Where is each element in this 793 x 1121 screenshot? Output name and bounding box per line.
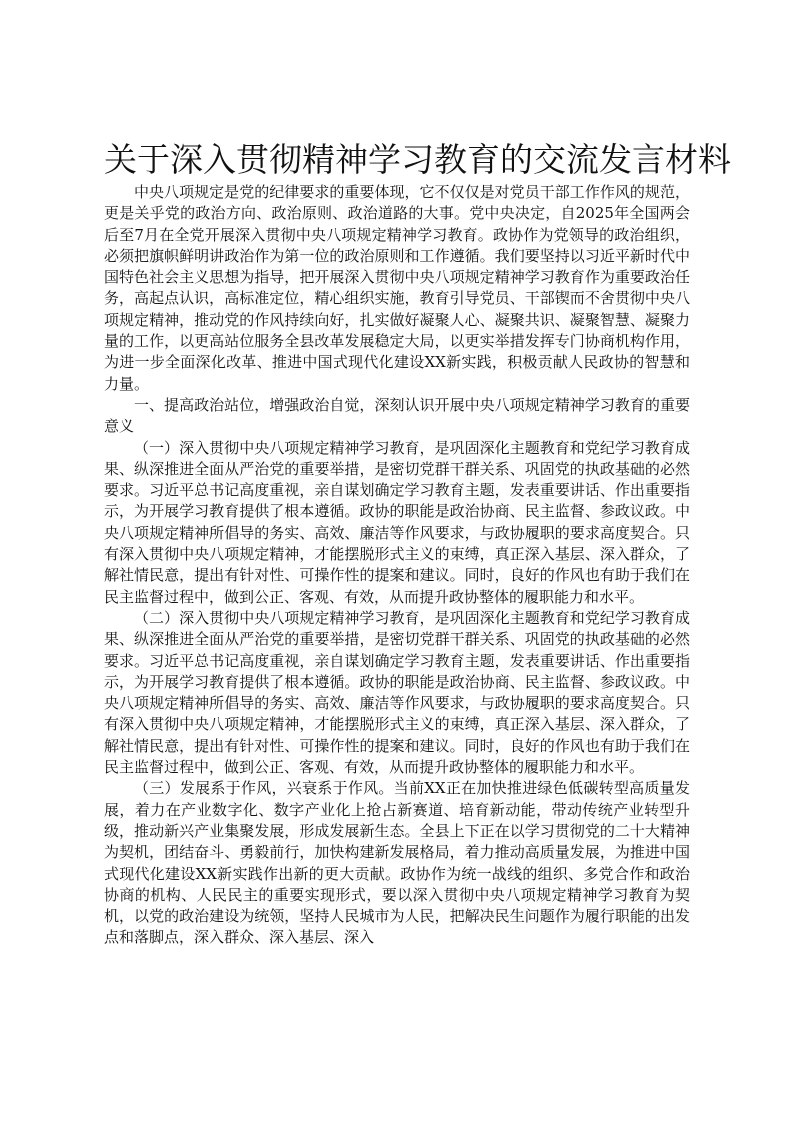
paragraph-point-3: （三）发展系于作风，兴衰系于作风。当前XX正在加快推进绿色低碳转型高质量发展，着力在产业数字化、数字产业化上抢占新赛道、培育新动能，带动传统产业转型升级，推动新兴产业集聚发展，形成发展新生态。全县上下正在以学习贯彻党的二十大精神为契机，团结奋斗、勇毅前行，加快构建新发展格局，着力推动高质量发展，为推进中国式现代化建设XX新实践作出新的更大贡献。政协作为统一战线的组织、多党合作和政治协商的机构、人民民主的重要实现形式，要以深入贯彻中央八项规定精神学习教育为契机，以党的政治建设为统领，坚持人民城市为人民，把解决民生问题作为履行职能的出发点和落脚点，深入群众、深入基层、深入	[104, 779, 690, 947]
paragraph-point-1: （一）深入贯彻中央八项规定精神学习教育，是巩固深化主题教育和党纪学习教育成果、纵深推进全面从严治党的重要举措，是密切党群干群关系、巩固党的执政基础的必然要求。习近平总书记高度重视，亲自谋划确定学习教育主题，发表重要讲话、作出重要指示，为开展学习教育提供了根本遵循。政协的职能是政治协商、民主监督、参政议政。中央八项规定精神所倡导的务实、高效、廉洁等作风要求，与政协履职的要求高度契合。只有深入贯彻中央八项规定精神，才能摆脱形式主义的束缚，真正深入基层、深入群众，了解社情民意，提出有针对性、可操作性的提案和建议。同时，良好的作风也有助于我们在民主监督过程中，做到公正、客观、有效，从而提升政协整体的履职能力和水平。	[104, 438, 690, 606]
section-heading-1: 一、提高政治站位，增强政治自觉，深刻认识开展中央八项规定精神学习教育的重要意义	[104, 395, 690, 436]
paragraph-intro: 中央八项规定是党的纪律要求的重要体现，它不仅仅是对党员干部工作作风的规范，更是关乎党的政治方向、政治原则、政治道路的大事。党中央决定，自2025年全国两会后至7月在全党开展深入贯彻中央八项规定精神学习教育。政协作为党领导的政治组织，必须把旗帜鲜明讲政治作为第一位的政治原则和工作遵循。我们要坚持以习近平新时代中国特色社会主义思想为指导，把开展深入贯彻中央八项规定精神学习教育作为重要政治任务，高起点认识，高标准定位，精心组织实施，教育引导党员、干部锲而不舍贯彻中央八项规定精神，推动党的作风持续向好，扎实做好凝聚人心、凝聚共识、凝聚智慧、凝聚力量的工作，以更高站位服务全县改革发展稳定大局，以更实举措发挥专门协商机构作用，为进一步全面深化改革、推进中国式现代化建设XX新实践，积极贡献人民政协的智慧和力量。	[104, 183, 690, 393]
paragraph-point-2: （二）深入贯彻中央八项规定精神学习教育，是巩固深化主题教育和党纪学习教育成果、纵深推进全面从严治党的重要举措，是密切党群干群关系、巩固党的执政基础的必然要求。习近平总书记高度重视，亲自谋划确定学习教育主题，发表重要讲话、作出重要指示，为开展学习教育提供了根本遵循。政协的职能是政治协商、民主监督、参政议政。中央八项规定精神所倡导的务实、高效、廉洁等作风要求，与政协履职的要求高度契合。只有深入贯彻中央八项规定精神，才能摆脱形式主义的束缚，真正深入基层、深入群众，了解社情民意，提出有针对性、可操作性的提案和建议。同时，良好的作风也有助于我们在民主监督过程中，做到公正、客观、有效，从而提升政协整体的履职能力和水平。	[104, 608, 690, 777]
document-title: 关于深入贯彻精神学习教育的交流发言材料	[104, 140, 731, 179]
document-page	[104, 138, 731, 949]
